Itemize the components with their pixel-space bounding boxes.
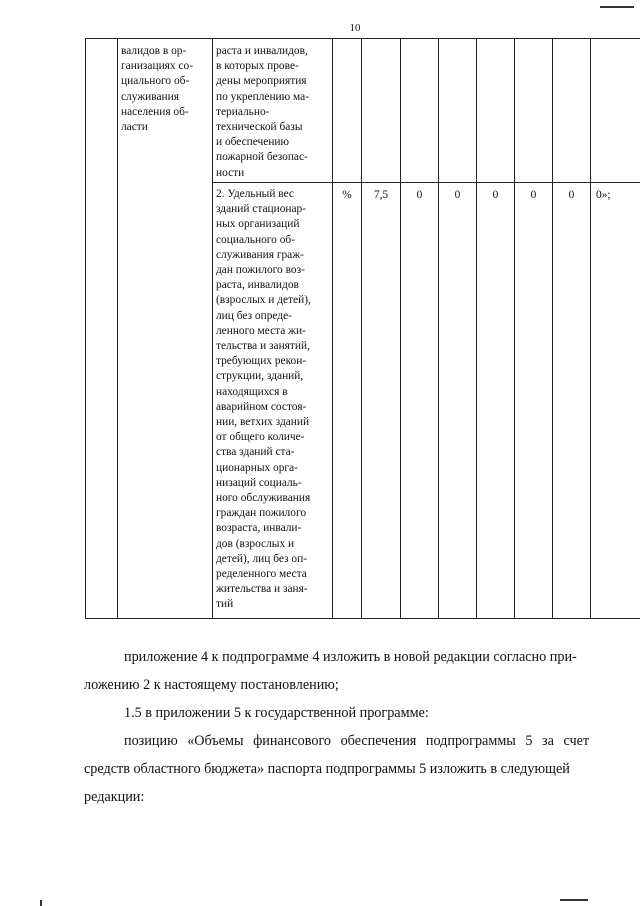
- scan-mark: [40, 900, 42, 906]
- value-cell: 0: [416, 189, 423, 201]
- table-bottom-border: [85, 618, 640, 619]
- col-border: [590, 38, 591, 619]
- indicator-1-cell: раста и инвалидов, в которых прове- дены мероприятия по укреплению ма- териально- технической базы и обеспечению пожарной безопас- ности: [216, 45, 309, 179]
- paragraph-line: позицию «Объемы финансового обеспечения подпрограммы 5 за счет: [124, 733, 590, 749]
- scan-mark: [560, 899, 588, 901]
- page-number: 10: [349, 22, 361, 34]
- col-border: [514, 38, 515, 619]
- indicator-2-cell: 2. Удельный вес зданий стационар- ных организаций социального об- служивания граж- дан пожилого воз- раста, инвалидов (взрослых и детей), лиц без опреде- ленного места жи- тельства и занятий, требующих рекон- струкции, зданий, находящихся в аварийном состоя- нии, ветхих зданий от общего количе- ства зданий ста- ционарных орга- низаций социаль- ного обслуживания граждан пожилого возраста, инвали- дов (взрослых и детей), лиц без оп- ределенного места жительства и заня- тий: [216, 188, 311, 611]
- paragraph-line: 1.5 в приложении 5 к государственной программе:: [124, 705, 429, 721]
- value-cell: 0: [454, 189, 461, 201]
- value-cell-base: 7,5: [373, 189, 389, 201]
- paragraph-line: средств областного бюджета» паспорта подпрограммы 5 изложить в следующей: [84, 761, 570, 777]
- col-border: [117, 38, 118, 619]
- scan-mark: [600, 6, 634, 8]
- row-divider: [212, 182, 640, 183]
- col-border: [400, 38, 401, 619]
- col-border: [212, 38, 213, 619]
- value-cell: 0: [492, 189, 499, 201]
- col-border: [438, 38, 439, 619]
- table-top-border: [85, 38, 640, 39]
- value-cell: 0: [530, 189, 537, 201]
- col-border: [85, 38, 86, 619]
- paragraph-line: редакции:: [84, 789, 145, 805]
- paragraph-line: ложению 2 к настоящему постановлению;: [84, 677, 339, 693]
- paragraph-line: приложение 4 к подпрограмме 4 изложить в новой редакции согласно при-: [124, 649, 577, 665]
- col-border: [361, 38, 362, 619]
- program-name-cell: валидов в ор- ганизациях со- циального об- служивания населения об- ласти: [121, 45, 193, 134]
- col-border: [476, 38, 477, 619]
- col-border: [552, 38, 553, 619]
- value-cell-last: 0»;: [596, 189, 611, 201]
- unit-cell: %: [342, 189, 352, 201]
- col-border: [332, 38, 333, 619]
- value-cell: 0: [568, 189, 575, 201]
